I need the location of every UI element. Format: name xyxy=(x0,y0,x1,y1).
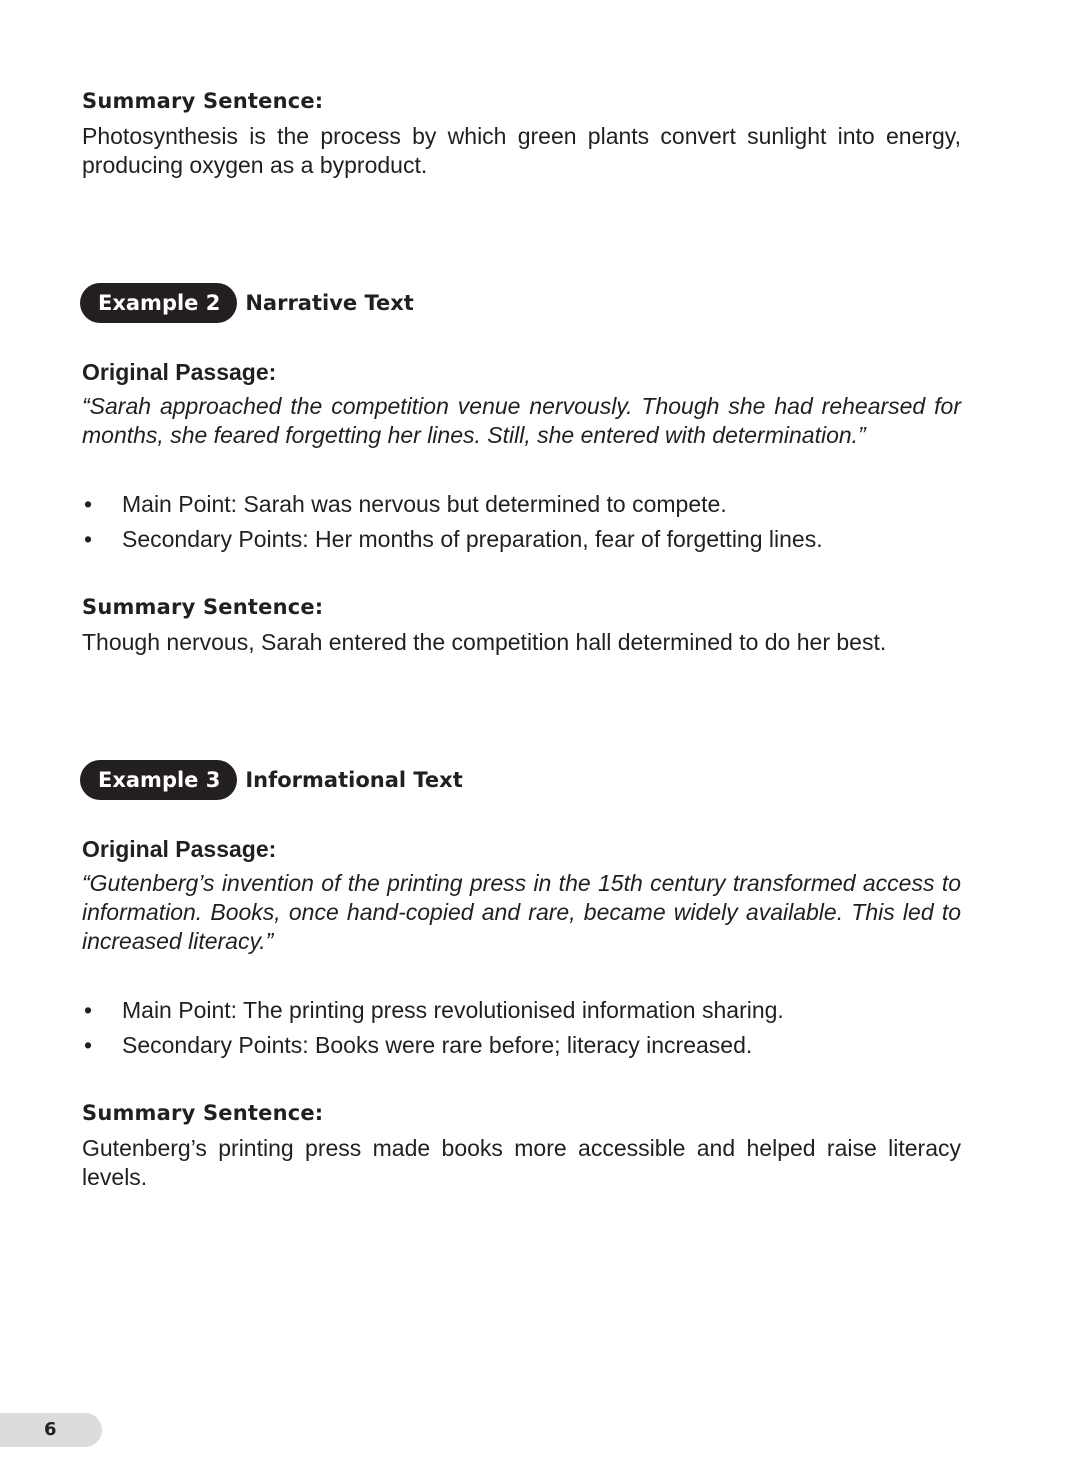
example-3-bullet-list xyxy=(82,996,961,1066)
list-item xyxy=(82,1031,961,1066)
example-3-original-heading: Original Passage: xyxy=(82,836,277,862)
example-3-title: Informational Text xyxy=(245,768,463,792)
bullet-text: Secondary Points: Her months of preparation, fear of forgetting lines. xyxy=(122,526,823,552)
summary-text-top: Photosynthesis is the process by which green plants convert sunlight into energy, producing oxygen as a byproduct. xyxy=(82,123,961,178)
bullet-text: Secondary Points: Books were rare before; literacy increased. xyxy=(122,1032,753,1058)
bullet-icon: • xyxy=(84,1032,93,1058)
bullet-text: Main Point: The printing press revolutionised information sharing. xyxy=(122,997,784,1023)
bullet-icon: • xyxy=(84,491,93,517)
bullet-icon: • xyxy=(84,997,93,1023)
page-number-tab xyxy=(0,1413,102,1447)
summary-heading-top: Summary Sentence: xyxy=(82,89,324,113)
list-item xyxy=(82,490,961,525)
bullet-text: Main Point: Sarah was nervous but determined to compete. xyxy=(122,491,727,517)
bullet-icon: • xyxy=(84,526,93,552)
example-2-badge: Example 2 xyxy=(80,283,237,323)
example-3-badge: Example 3 xyxy=(80,760,237,800)
example-3-summary-heading: Summary Sentence: xyxy=(82,1101,324,1125)
example-3-header xyxy=(80,760,463,800)
example-2-passage: “Sarah approached the competition venue nervously. Though she had rehearsed for months, she feared forgetting her lines. Still, she entered with determination.” xyxy=(82,393,961,448)
example-2-header xyxy=(80,283,414,323)
page-number: 6 xyxy=(44,1419,57,1440)
example-3-passage: “Gutenberg’s invention of the printing press in the 15th century transformed access to information. Books, once hand-copied and rare, became widely available. This led to increased literacy.” xyxy=(82,870,961,954)
list-item xyxy=(82,996,961,1031)
example-2-summary-text: Though nervous, Sarah entered the competition hall determined to do her best. xyxy=(82,629,887,655)
example-2-summary-heading: Summary Sentence: xyxy=(82,595,324,619)
example-2-title: Narrative Text xyxy=(245,291,414,315)
example-2-original-heading: Original Passage: xyxy=(82,359,277,385)
example-2-bullet-list xyxy=(82,490,961,560)
list-item xyxy=(82,525,961,560)
example-3-summary-text: Gutenberg’s printing press made books more accessible and helped raise literacy levels. xyxy=(82,1135,961,1190)
